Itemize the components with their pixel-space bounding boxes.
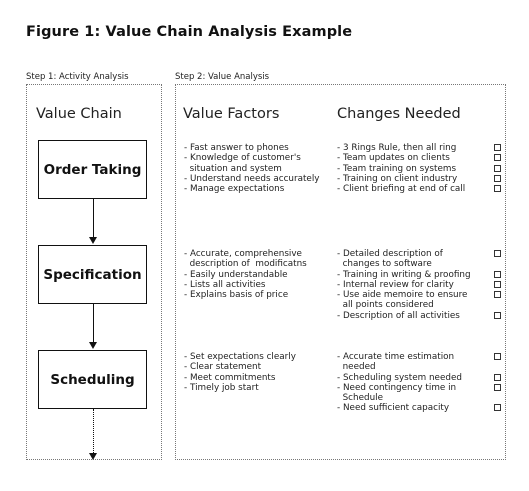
list-item: - Fast answer to phones: [184, 143, 289, 153]
value-chain-heading: Value Chain: [36, 106, 122, 122]
list-item: [337, 249, 501, 259]
list-item: - Clear statement: [184, 362, 262, 373]
list-item: [337, 290, 501, 300]
change-text: - Training in writing & proofing: [337, 269, 471, 280]
checkbox[interactable]: [494, 291, 501, 298]
change-text: - Accurate time estimation: [337, 352, 455, 362]
checkbox[interactable]: [494, 185, 501, 192]
list-item: [337, 352, 501, 362]
list-item: [337, 403, 501, 413]
list-item: description of modificatns: [184, 259, 307, 270]
stage-box-order-taking: [38, 140, 147, 199]
list-item: [337, 300, 501, 310]
changes-needed-heading: Changes Needed: [337, 106, 461, 122]
figure-title: Figure 1: Value Chain Analysis Example: [26, 24, 353, 40]
value-factors-list: [184, 143, 320, 194]
connector-line: [93, 199, 94, 237]
change-text: - Training on client industry: [337, 173, 458, 184]
connector-dotted-line: [93, 409, 94, 453]
changes-needed-list: [337, 352, 501, 414]
list-item: - Set expectations clearly: [184, 352, 296, 362]
stage-label: Specification: [43, 266, 142, 283]
checkbox[interactable]: [494, 175, 501, 182]
change-text: - Internal review for clarity: [337, 279, 454, 290]
value-factors-list: [184, 352, 296, 393]
change-text: - Description of all activities: [337, 310, 460, 321]
step2-label: Step 2: Value Analysis: [175, 72, 270, 82]
checkbox[interactable]: [494, 353, 501, 360]
step1-label: Step 1: Activity Analysis: [26, 72, 129, 82]
list-item: [337, 174, 501, 184]
list-item: [337, 393, 501, 403]
change-text: - Use aide memoire to ensure: [337, 290, 468, 301]
value-factors-heading: Value Factors: [183, 106, 280, 122]
change-text: - Detailed description of: [337, 249, 443, 259]
list-item: - Timely job start: [184, 382, 259, 393]
list-item: [337, 143, 501, 153]
change-text: Schedule: [337, 393, 384, 404]
checkbox[interactable]: [494, 165, 501, 172]
change-text: - Scheduling system needed: [337, 372, 462, 383]
list-item: - Manage expectations: [184, 184, 285, 195]
list-item: [337, 153, 501, 163]
change-text: - Need contingency time in: [337, 382, 457, 393]
change-text: - 3 Rings Rule, then all ring: [337, 143, 457, 153]
list-item: [337, 280, 501, 290]
stage-label: Order Taking: [43, 161, 142, 178]
stage-box-scheduling: [38, 350, 147, 409]
list-item: - Understand needs accurately: [184, 173, 320, 184]
change-text: - Team training on systems: [337, 163, 457, 174]
list-item: - Easily understandable: [184, 269, 288, 280]
change-text: changes to software: [337, 259, 432, 270]
list-item: [337, 383, 501, 393]
list-item: - Lists all activities: [184, 279, 266, 290]
list-item: [337, 184, 501, 194]
checkbox[interactable]: [494, 250, 501, 257]
checkbox[interactable]: [494, 312, 501, 319]
list-item: - Meet commitments: [184, 372, 276, 383]
checkbox[interactable]: [494, 404, 501, 411]
change-text: all points considered: [337, 300, 434, 311]
checkbox[interactable]: [494, 281, 501, 288]
list-item: [337, 362, 501, 372]
stage-box-specification: [38, 245, 147, 304]
checkbox[interactable]: [494, 144, 501, 151]
stage-label: Scheduling: [50, 371, 135, 388]
list-item: [337, 164, 501, 174]
arrow-down-icon: [89, 453, 97, 460]
checkbox[interactable]: [494, 384, 501, 391]
list-item: situation and system: [184, 163, 282, 174]
arrow-down-icon: [89, 237, 97, 244]
list-item: - Explains basis of price: [184, 290, 289, 301]
change-text: needed: [337, 362, 376, 373]
list-item: [337, 259, 501, 269]
arrow-down-icon: [89, 342, 97, 349]
list-item: [337, 311, 501, 321]
changes-needed-list: [337, 143, 501, 194]
connector-line: [93, 304, 94, 342]
change-text: - Need sufficient capacity: [337, 403, 450, 414]
checkbox[interactable]: [494, 374, 501, 381]
change-text: - Team updates on clients: [337, 153, 450, 164]
list-item: [337, 270, 501, 280]
checkbox[interactable]: [494, 271, 501, 278]
list-item: - Knowledge of customer's: [184, 153, 301, 164]
list-item: [337, 373, 501, 383]
value-factors-list: [184, 249, 307, 300]
checkbox[interactable]: [494, 154, 501, 161]
list-item: - Accurate, comprehensive: [184, 249, 302, 259]
changes-needed-list: [337, 249, 501, 321]
change-text: - Client briefing at end of call: [337, 184, 466, 195]
